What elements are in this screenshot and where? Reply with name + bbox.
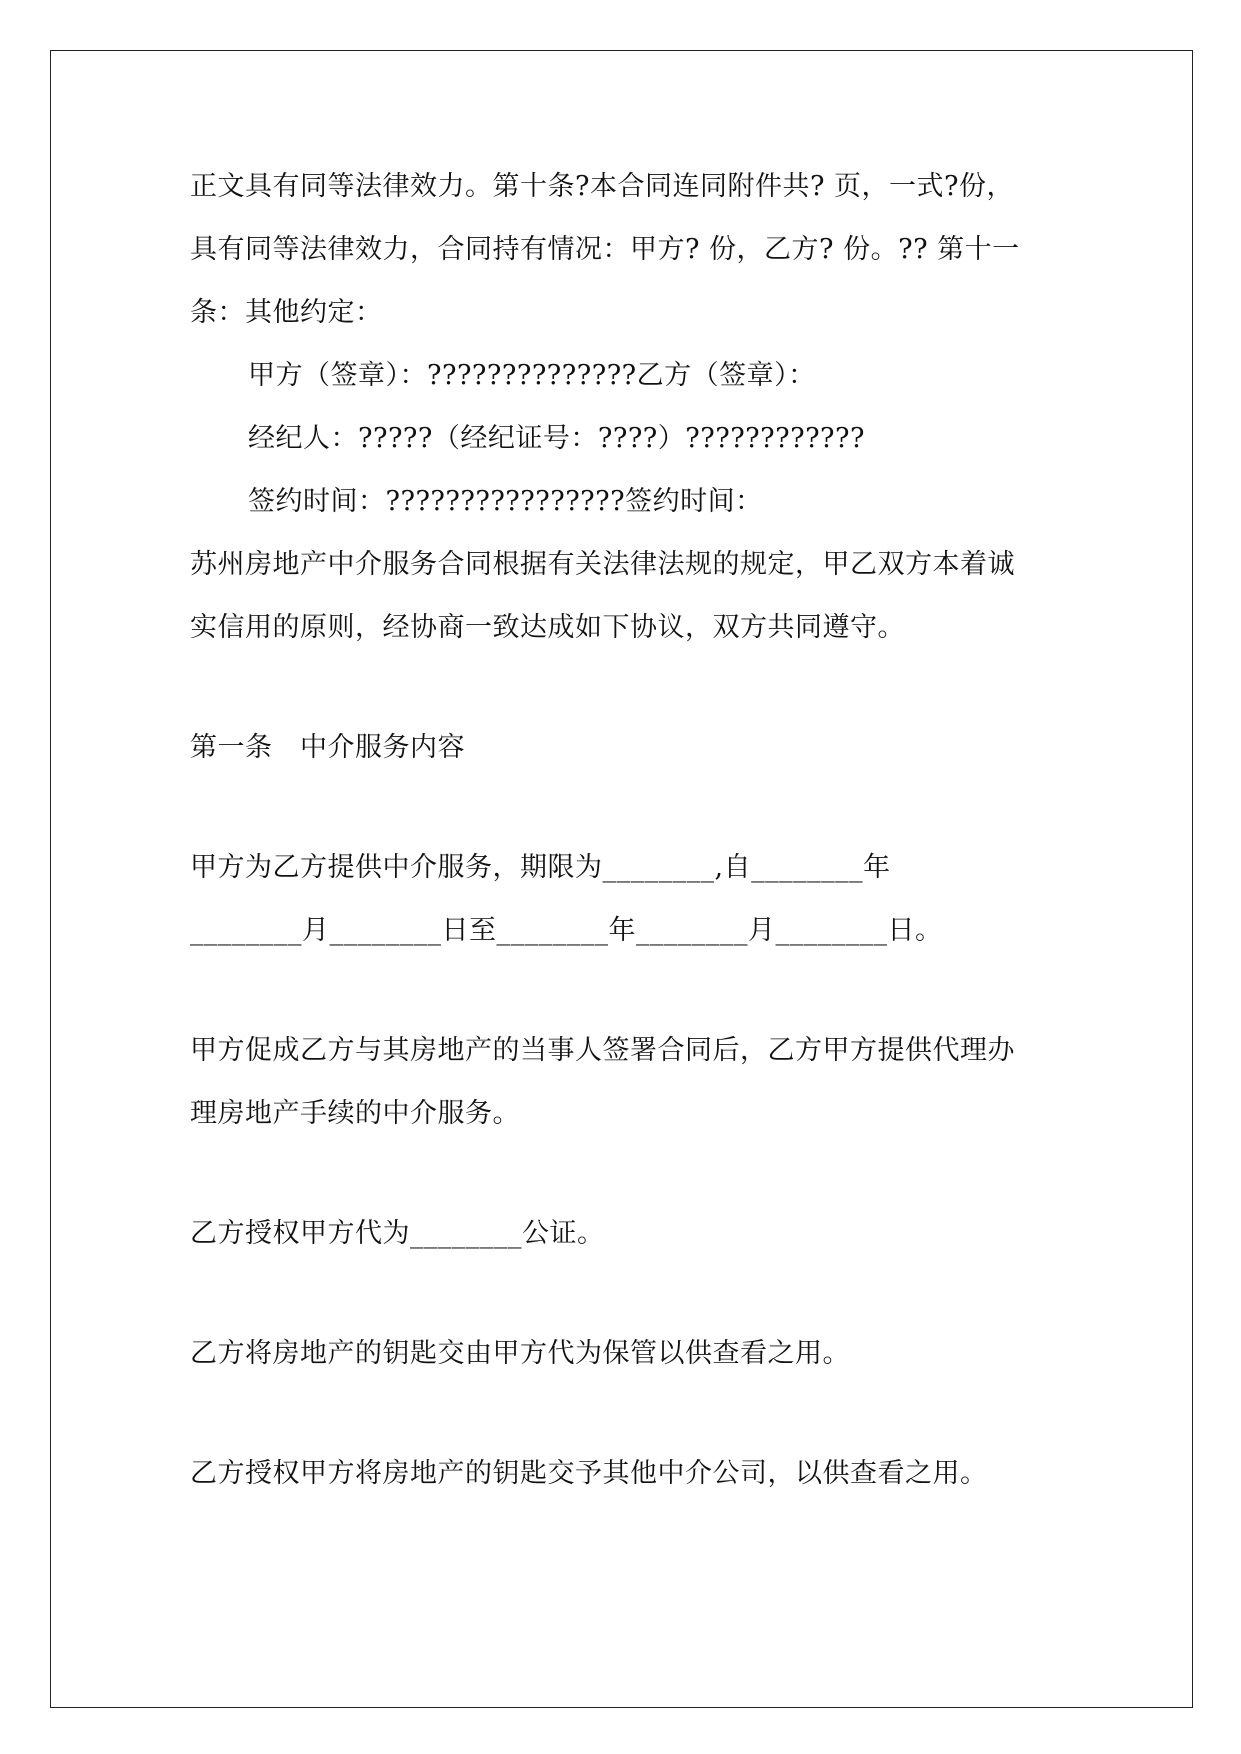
paragraph-line: 条：其他约定： <box>190 297 383 328</box>
paragraph-line: 苏州房地产中介服务合同根据有关法律法规的规定，甲乙双方本着诚 <box>190 549 1015 580</box>
paragraph-line: 甲方为乙方提供中介服务，期限为________,自________年 <box>190 852 891 883</box>
paragraph-line: 正文具有同等法律效力。第十条?本合同连同附件共? 页，一式?份， <box>190 171 1015 202</box>
paragraph-line: ________月________日至________年________月________日。 <box>190 915 943 946</box>
paragraph-line: 乙方授权甲方代为________公证。 <box>190 1218 605 1249</box>
paragraph-line: 乙方将房地产的钥匙交由甲方代为保管以供查看之用。 <box>190 1338 850 1369</box>
signature-line-parties: 甲方（签章）：??????????????乙方（签章）： <box>248 360 816 391</box>
section-heading: 第一条 中介服务内容 <box>190 732 465 763</box>
paragraph-line: 乙方授权甲方将房地产的钥匙交予其他中介公司，以供查看之用。 <box>190 1458 988 1489</box>
paragraph-line: 具有同等法律效力，合同持有情况：甲方? 份，乙方? 份。?? 第十一 <box>190 234 1020 265</box>
signature-line-agent: 经纪人：?????（经纪证号：????）???????????? <box>248 423 865 454</box>
paragraph-line: 甲方促成乙方与其房地产的当事人签署合同后，乙方甲方提供代理办 <box>190 1035 1015 1066</box>
document-body <box>190 155 1070 1505</box>
paragraph-line: 理房地产手续的中介服务。 <box>190 1098 520 1129</box>
paragraph-line: 实信用的原则，经协商一致达成如下协议，双方共同遵守。 <box>190 612 905 643</box>
signature-line-date: 签约时间：????????????????签约时间： <box>248 486 763 517</box>
